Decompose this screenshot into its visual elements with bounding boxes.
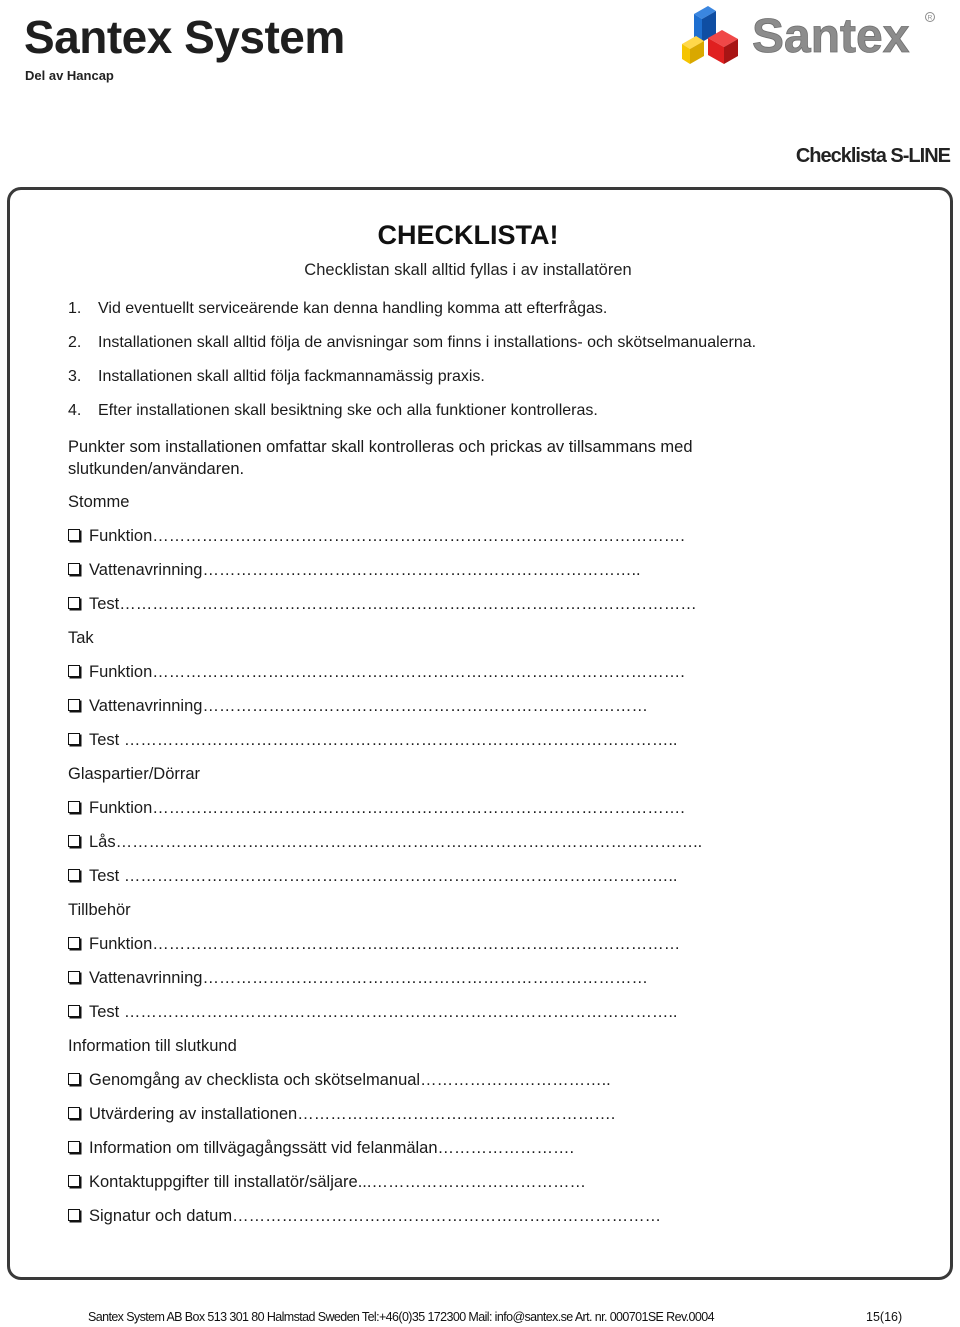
checklist-item-label: Vattenavrinning……………………………………………………………………… [89, 969, 648, 987]
checkbox-icon[interactable] [68, 1175, 80, 1187]
checklist-item[interactable] [68, 865, 828, 899]
checklist-item[interactable] [68, 661, 828, 695]
checkbox-icon[interactable] [68, 529, 80, 541]
checklist-item[interactable] [68, 1205, 828, 1239]
checklist-subheading: Checklistan skall alltid fyllas i av installatören [304, 261, 632, 279]
rule-text: Installationen skall alltid följa de anvisningar som finns i installations- och skötselmanualerna. [98, 334, 757, 351]
checklist-item-label: Genomgång av checklista och skötselmanual…………………………….. [89, 1071, 611, 1089]
company-name: Santex System [24, 11, 345, 63]
company-subtitle: Del av Hancap [25, 68, 114, 83]
rule-text: Vid eventuellt serviceärende kan denna handling komma att efterfrågas. [98, 300, 608, 317]
checklist-heading: CHECKLISTA! [377, 220, 559, 250]
checklist-item-label: Utvärdering av installationen…………………………………………………. [89, 1105, 616, 1123]
checklist-item[interactable] [68, 933, 828, 967]
checklist-item-label: Funktion……………………………………………………………………………………. [89, 799, 685, 817]
svg-text:R: R [927, 14, 933, 22]
checklist-item-label: Funktion……………………………………………………………………………………. [89, 527, 685, 545]
checkbox-icon[interactable] [68, 733, 80, 745]
checklist-item[interactable] [68, 1137, 828, 1171]
section-title: Glaspartier/Dörrar [68, 765, 201, 783]
rule-text: Efter installationen skall besiktning ske och alla funktioner kontrolleras. [98, 402, 598, 419]
checklist-item[interactable] [68, 593, 828, 627]
checkbox-icon[interactable] [68, 869, 80, 881]
rule-number: 2. [68, 334, 82, 351]
page-number: 15(16) [866, 1310, 903, 1324]
checkbox-icon[interactable] [68, 665, 80, 677]
rule-number: 1. [68, 300, 82, 317]
section-title: Tillbehör [68, 901, 131, 919]
checklist-item[interactable] [68, 729, 828, 763]
checklist-item[interactable] [68, 967, 828, 1001]
checklist-item[interactable] [68, 1069, 828, 1103]
checklist-item-label: Funktion……………………………………………………………………………………. [89, 663, 685, 681]
intro-text: Punkter som installationen omfattar skall kontrolleras och prickas av tillsammans med slutkunden/användaren. [68, 438, 693, 478]
footer-text: Santex System AB Box 513 301 80 Halmstad Sweden Tel:+46(0)35 172300 Mail: info@santex.se Art. nr. 000701SE Rev.0004 [88, 1310, 714, 1324]
checkbox-icon[interactable] [68, 597, 80, 609]
checklist-item-label: Vattenavrinning…………………………………………………………………….. [89, 561, 641, 579]
checkbox-icon[interactable] [68, 1209, 80, 1221]
checklist-item-label: Kontaktuppgifter till installatör/säljare...………………………………… [89, 1173, 586, 1191]
checklist-item[interactable] [68, 1001, 828, 1035]
checkbox-icon[interactable] [68, 1141, 80, 1153]
logo-wordmark: Santex [752, 10, 910, 63]
checkbox-icon[interactable] [68, 1005, 80, 1017]
document-title: Checklista S-LINE [795, 145, 950, 167]
checklist-item[interactable] [68, 797, 828, 831]
rule-number: 3. [68, 368, 82, 385]
rule-item [68, 368, 756, 402]
rule-item [68, 300, 756, 334]
checklist-item-label: Lås…………………………………………………………………………………………….. [89, 833, 703, 851]
checkbox-icon[interactable] [68, 1073, 80, 1085]
checklist [68, 491, 828, 1239]
checklist-item-label: Test ……………………………………………………………………………………….. [89, 731, 678, 749]
checkbox-icon[interactable] [68, 1107, 80, 1119]
checklist-item[interactable] [68, 1103, 828, 1137]
checklist-item[interactable] [68, 525, 828, 559]
checklist-item[interactable] [68, 695, 828, 729]
checklist-item-label: Test…………………………………………………………………………………………… [89, 595, 697, 613]
rule-item [68, 334, 756, 368]
checkbox-icon[interactable] [68, 563, 80, 575]
checkbox-icon[interactable] [68, 801, 80, 813]
section-title: Information till slutkund [68, 1037, 237, 1055]
checklist-item[interactable] [68, 559, 828, 593]
rule-text: Installationen skall alltid följa fackmannamässig praxis. [98, 368, 485, 385]
checklist-item[interactable] [68, 831, 828, 865]
checkbox-icon[interactable] [68, 937, 80, 949]
section-title: Tak [68, 629, 94, 647]
checklist-item-label: Information om tillvägagångssätt vid felanmälan……………………. [89, 1139, 575, 1157]
checklist-item-label: Test ……………………………………………………………………………………….. [89, 1003, 678, 1021]
santex-logo [678, 2, 940, 74]
rule-item [68, 402, 756, 436]
checklist-item-label: Test ……………………………………………………………………………………….. [89, 867, 678, 885]
checkbox-icon[interactable] [68, 835, 80, 847]
checkbox-icon[interactable] [68, 971, 80, 983]
checkbox-icon[interactable] [68, 699, 80, 711]
checklist-item-label: Funktion…………………………………………………………………………………… [89, 935, 681, 953]
rules-list [68, 300, 756, 436]
checklist-item[interactable] [68, 1171, 828, 1205]
checklist-item-label: Vattenavrinning……………………………………………………………………… [89, 697, 648, 715]
checklist-item-label: Signatur och datum…………………………………………………………………… [89, 1207, 662, 1225]
rule-number: 4. [68, 402, 82, 419]
section-title: Stomme [68, 493, 130, 511]
